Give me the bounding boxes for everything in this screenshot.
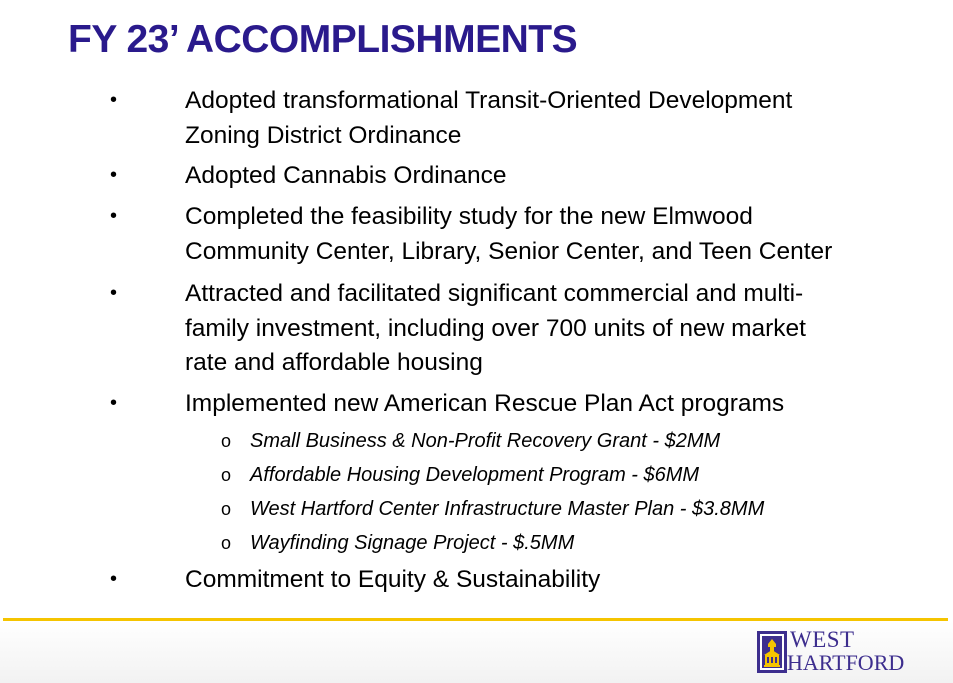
bullet-marker: •: [110, 282, 118, 304]
sub-bullet-marker: o: [221, 465, 232, 485]
sub-bullet-text: Small Business & Non-Profit Recovery Grant - $2MM: [250, 430, 721, 452]
footer-accent-line: [3, 618, 948, 621]
bullet-line: Zoning District Ordinance: [185, 122, 462, 149]
bullet-marker: •: [110, 164, 118, 186]
logo-text-hartford: HARTFORD: [787, 650, 905, 675]
bullet-line: family investment, including over 700 units of new market: [185, 315, 806, 342]
bullet-line: Completed the feasibility study for the new Elmwood: [185, 203, 753, 230]
bullet-line: rate and affordable housing: [185, 349, 483, 376]
sub-bullet-text: West Hartford Center Infrastructure Master Plan - $3.8MM: [250, 498, 765, 520]
bullet-marker: •: [110, 568, 118, 590]
bullet-line: Adopted Cannabis Ordinance: [185, 162, 507, 189]
logo-text-west: WEST: [790, 627, 855, 652]
bullet-marker: •: [110, 392, 118, 414]
sub-bullet-marker: o: [221, 533, 232, 553]
bullet-marker: •: [110, 89, 118, 111]
bullet-line: Commitment to Equity & Sustainability: [185, 566, 601, 593]
sub-bullet-text: Wayfinding Signage Project - $.5MM: [250, 532, 575, 554]
bullet-line: Attracted and facilitated significant commercial and multi-: [185, 280, 804, 307]
slide-title: FY 23’ ACCOMPLISHMENTS: [68, 18, 578, 61]
bullet-line: Adopted transformational Transit-Oriented Development: [185, 87, 793, 114]
sub-bullet-marker: o: [221, 499, 232, 519]
bullet-line: Implemented new American Rescue Plan Act programs: [185, 390, 785, 417]
town-hall-seal-icon: [757, 631, 787, 673]
sub-bullet-text: Affordable Housing Development Program - $6MM: [250, 464, 700, 486]
sub-bullet-marker: o: [221, 431, 232, 451]
bullet-marker: •: [110, 205, 118, 227]
bullet-line: Community Center, Library, Senior Center, and Teen Center: [185, 238, 833, 265]
west-hartford-logo: [757, 627, 922, 676]
